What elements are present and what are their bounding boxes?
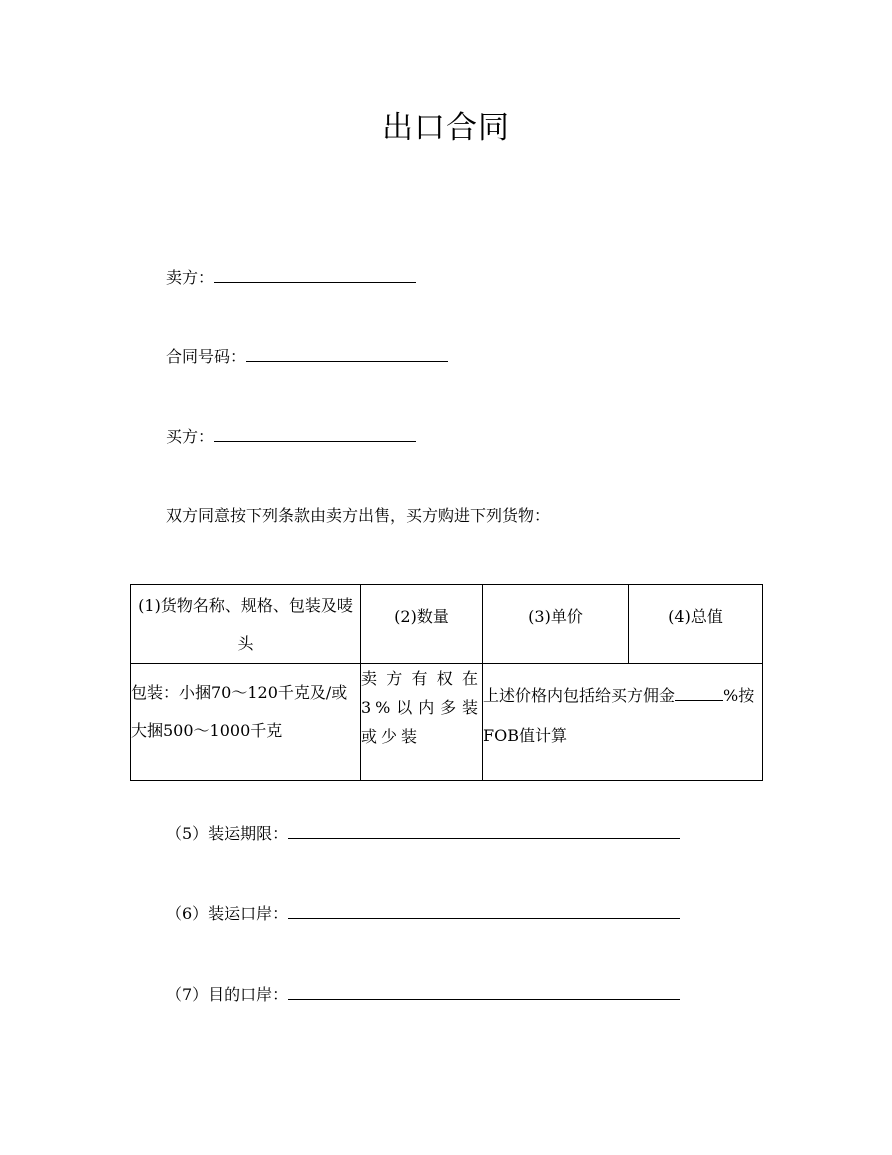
goods-table (130, 584, 763, 781)
buyer-label: 买方： (166, 427, 215, 446)
price-cell (483, 664, 763, 781)
header-goods: (1)货物名称、规格、包装及唛头 (131, 585, 361, 664)
term-label: （7）目的口岸： (166, 985, 289, 1004)
goods-cell: 包装：小捆70～120千克及/或大捆500～1000千克 (131, 664, 361, 781)
buyer-field (166, 425, 416, 448)
contract-number-blank[interactable] (246, 345, 448, 362)
header-total-value: (4)总值 (629, 585, 763, 664)
intro-paragraph: 双方同意按下列条款由卖方出售，买方购进下列货物： (166, 506, 551, 525)
seller-blank[interactable] (214, 266, 416, 283)
term-shipment-period (166, 822, 680, 845)
commission-blank[interactable] (675, 684, 723, 701)
port-of-destination-blank[interactable] (288, 983, 680, 1000)
seller-label: 卖方： (166, 268, 215, 287)
quantity-cell: 卖方有权在3%以内多装或少装 (361, 664, 483, 781)
shipment-period-blank[interactable] (288, 822, 680, 839)
table-row (131, 664, 763, 781)
header-quantity: (2)数量 (361, 585, 483, 664)
contract-number-field (166, 345, 448, 368)
term-label: （6）装运口岸： (166, 904, 289, 923)
port-of-shipment-blank[interactable] (288, 902, 680, 919)
table-header-row (131, 585, 763, 664)
seller-field (166, 266, 416, 289)
buyer-blank[interactable] (214, 425, 416, 442)
commission-text: 上述价格内包括给买方佣金 (483, 686, 676, 705)
term-port-of-destination (166, 983, 680, 1006)
term-port-of-shipment (166, 902, 680, 925)
header-unit-price: (3)单价 (483, 585, 629, 664)
term-label: （5）装运期限： (166, 824, 289, 843)
commission-basis: %按FOB值计算 (483, 686, 755, 745)
document-title: 出口合同 (382, 110, 510, 146)
contract-number-label: 合同号码： (166, 347, 247, 366)
